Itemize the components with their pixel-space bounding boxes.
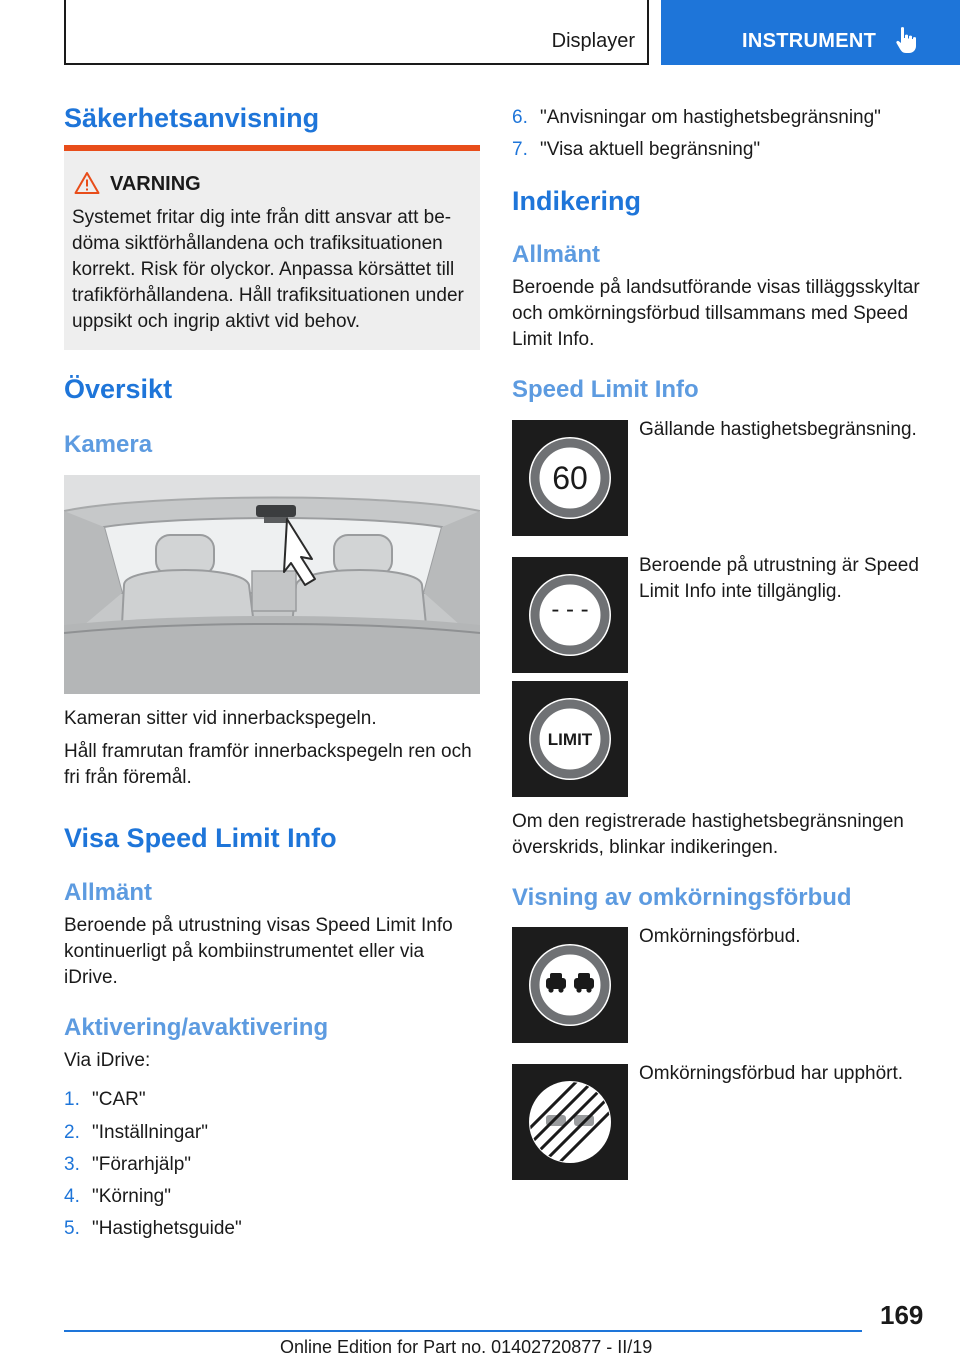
exceed-text-line: Om den registrerade hastighetsbegränsningen (512, 811, 904, 832)
indication-text-line: Limit Info. (512, 329, 595, 350)
list-number: 3. (64, 1154, 80, 1175)
limit-sign (512, 681, 628, 797)
exceed-text (512, 809, 904, 861)
safety-heading: Säkerhetsanvisning (64, 103, 320, 133)
list-item (64, 1154, 191, 1176)
general-text-line: iDrive. (64, 967, 118, 988)
list-item (64, 1218, 242, 1240)
list-text: "Förarhjälp" (92, 1154, 192, 1175)
footer-rule (64, 1330, 862, 1332)
list-text: "CAR" (92, 1089, 146, 1110)
activation-subheading: Aktivering/avaktivering (64, 1014, 329, 1041)
list-item (64, 1122, 208, 1144)
sign-dashes-text: - - - (551, 596, 589, 623)
warning-text (72, 205, 464, 335)
list-text: "Visa aktuell begränsning" (540, 139, 761, 160)
current-limit-desc: Gällande hastighetsbegränsning. (639, 419, 917, 440)
camera-text (64, 739, 472, 791)
pointing-hand-icon (895, 26, 919, 54)
camera-text-line: Håll framrutan framför innerbackspegeln ren och (64, 741, 472, 762)
camera-caption: Kameran sitter vid innerbackspegeln. (64, 708, 377, 729)
indication-text-line: och omkörningsförbud tillsammans med Speed (512, 303, 909, 324)
overtake-subheading: Visning av omkörningsförbud (512, 884, 852, 911)
header-section-title: Displayer (551, 30, 635, 52)
warning-line: döma siktförhållandena och trafiksituationen (72, 233, 443, 254)
header-chapter-label: INSTRUMENT (742, 30, 877, 52)
footer-edition: Online Edition for Part no. 01402720877 - II/19 (280, 1337, 653, 1357)
no-overtaking-sign (512, 927, 628, 1043)
speed-limit-unavailable-sign (512, 557, 628, 673)
exceed-text-line: överskrids, blinkar indikeringen. (512, 837, 779, 858)
unavailable-desc-line: Limit Info inte tillgänglig. (639, 581, 842, 602)
general-text-line: Beroende på utrustning visas Speed Limit Info (64, 915, 453, 936)
general-text-line: kontinuerligt på kombiinstrumentet eller via (64, 941, 425, 962)
indication-general-text (512, 275, 920, 353)
indication-text-line: Beroende på landsutförande visas tilläggsskyltar (512, 277, 920, 298)
speed-limit-60-sign (512, 420, 628, 536)
warning-triangle-icon (74, 171, 100, 195)
list-text: "Anvisningar om hastighetsbegränsning" (540, 107, 881, 128)
list-number: 5. (64, 1218, 80, 1239)
list-item (512, 139, 760, 161)
camera-subheading: Kamera (64, 431, 153, 458)
list-text: "Körning" (92, 1186, 171, 1207)
warning-line: uppsikt och ingrip aktivt vid behov. (72, 311, 360, 332)
unavailable-desc-line: Beroende på utrustning är Speed (639, 555, 919, 576)
indication-general-subheading: Allmänt (512, 241, 601, 268)
list-text: "Inställningar" (92, 1122, 208, 1143)
list-item (64, 1186, 171, 1208)
via-idrive-text: Via iDrive: (64, 1050, 151, 1071)
end-no-overtaking-sign (512, 1064, 628, 1180)
show-sli-heading: Visa Speed Limit Info (64, 823, 337, 853)
list-text: "Hastighetsguide" (92, 1218, 242, 1239)
unavailable-desc (639, 553, 919, 605)
camera-text-line: fri från föremål. (64, 767, 192, 788)
list-number: 6. (512, 107, 528, 128)
list-number: 7. (512, 139, 528, 160)
list-number: 1. (64, 1089, 80, 1110)
list-item (64, 1089, 146, 1111)
list-item (512, 107, 881, 129)
header-section-box (64, 0, 649, 65)
list-number: 4. (64, 1186, 80, 1207)
list-number: 2. (64, 1122, 80, 1143)
header-chapter-tab[interactable] (661, 0, 960, 65)
sli-subheading: Speed Limit Info (512, 376, 699, 403)
general-text (64, 913, 453, 991)
sign-60-text: 60 (552, 460, 588, 496)
sign-limit-text: LIMIT (547, 730, 593, 749)
no-overtaking-desc: Omkörningsförbud. (639, 926, 801, 947)
warning-line: Systemet fritar dig inte från ditt ansvar att be- (72, 207, 452, 228)
camera-illustration (64, 475, 480, 694)
overview-heading: Översikt (64, 374, 173, 404)
warning-line: korrekt. Risk för olyckor. Anpassa körsättet till (72, 259, 455, 280)
page-number: 169 (880, 1300, 924, 1330)
warning-line: trafikförhållandena. Håll trafiksituationen under (72, 285, 464, 306)
indication-heading: Indikering (512, 186, 642, 216)
warning-title: VARNING (110, 173, 201, 195)
general-subheading: Allmänt (64, 879, 153, 906)
end-no-overtaking-desc: Omkörningsförbud har upphört. (639, 1063, 904, 1084)
